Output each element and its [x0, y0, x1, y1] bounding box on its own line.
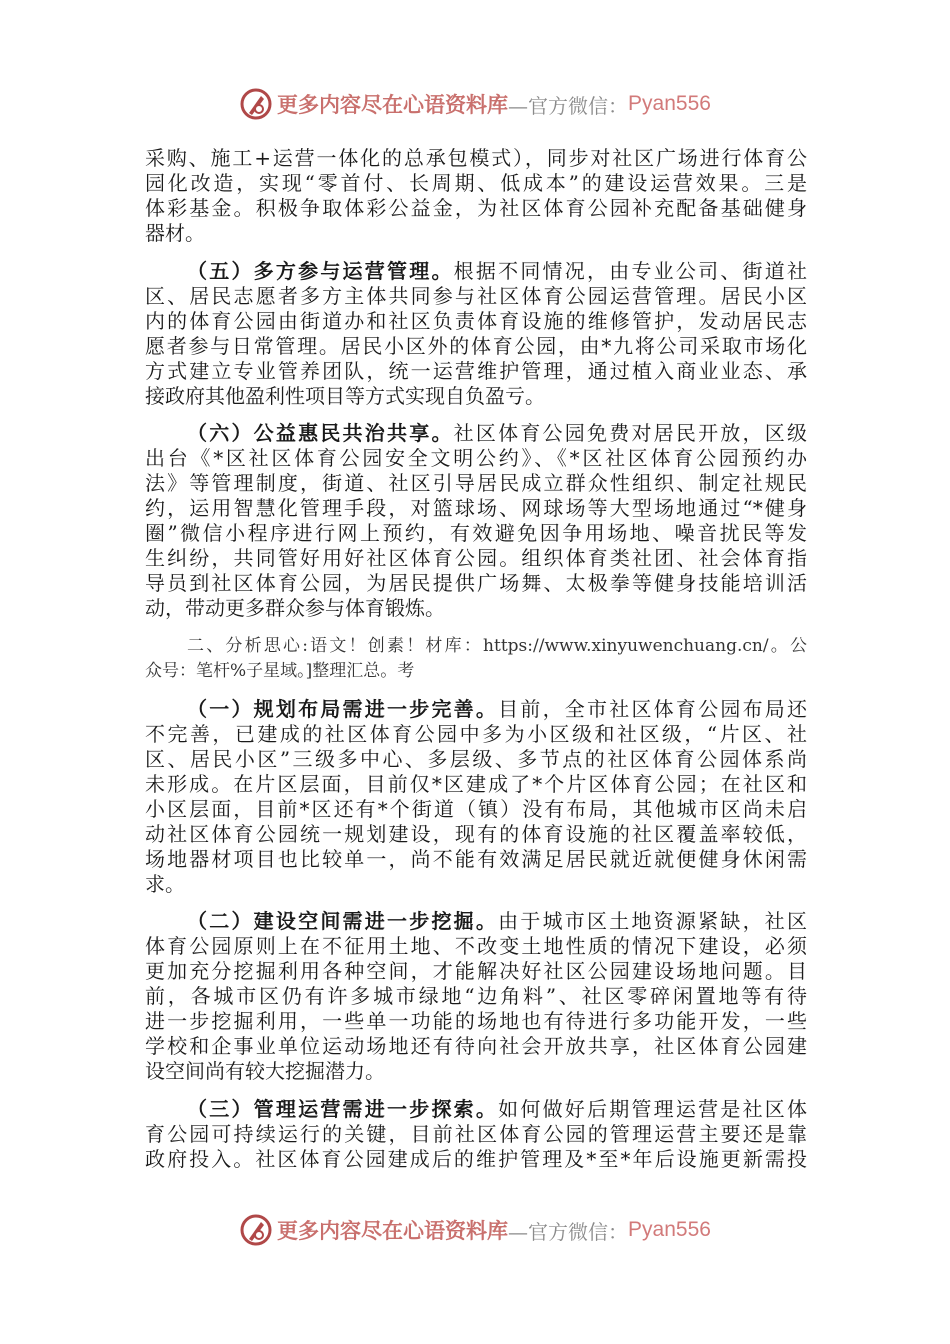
- text-line: [145, 659, 807, 684]
- text-line: [145, 221, 807, 246]
- text-line: [145, 521, 807, 546]
- line-text: 设空间尚有较大挖掘潜力。: [145, 1059, 385, 1083]
- text-line: [145, 284, 807, 309]
- text-line: [145, 772, 807, 797]
- line-text: 动社区体育公园统一规划建设，现有的体育设施的社区覆盖率较低，: [145, 822, 807, 846]
- banner-text: 更多内容尽在心语资料库: [277, 1218, 509, 1243]
- line-text: 生纠纷，共同管好用好社区体育公园。组织体育类社团、社会体育指: [145, 546, 807, 570]
- text-line: [145, 847, 807, 872]
- line-text: 未形成。在片区层面，目前仅*区建成了*个片区体育公园；在社区和: [145, 772, 807, 796]
- banner-separator: —官方微信：: [508, 93, 629, 118]
- line-text: 由于城市区土地资源紧缺，社区: [498, 909, 807, 933]
- text-line: [145, 697, 807, 722]
- text-line: [145, 596, 807, 621]
- line-text: 如何做好后期管理运营是社区体: [498, 1097, 807, 1121]
- section-heading: （一）规划布局需进一步完善。: [187, 697, 499, 721]
- text-line: [145, 722, 807, 747]
- line-text: 接政府其他盈利性项目等方式实现自负盈亏。: [145, 384, 545, 408]
- line-text: 体彩基金。积极争取体彩公益金，为社区体育公园补充配备基础健身: [145, 196, 807, 220]
- text-line: [145, 309, 807, 334]
- line-text: 根据不同情况，由专业公司、街道社: [453, 259, 807, 283]
- line-text: 法》等管理制度，街道、社区引导居民成立群众性组织、制定社规民: [145, 471, 807, 495]
- text-line: [145, 909, 807, 934]
- text-line: [145, 1059, 807, 1084]
- line-text: 学校和企事业单位运动场地还有待向社会开放共享，社区体育公园建: [145, 1034, 807, 1058]
- text-line: [145, 934, 807, 959]
- line-text: 导员到社区体育公园，为居民提供广场舞、太极拳等健身技能培训活: [145, 571, 807, 595]
- line-text: 区、居民志愿者多方主体共同参与社区体育公园运营管理。居民小区: [145, 284, 807, 308]
- text-line: [145, 822, 807, 847]
- line-text: 愿者参与日常管理。居民小区外的体育公园，由*九将公司采取市场化: [145, 334, 807, 358]
- paragraph: [145, 259, 807, 409]
- paragraph: [145, 697, 807, 897]
- line-text: 求。: [145, 872, 185, 896]
- section-heading: （六）公益惠民共治共享。: [187, 421, 454, 445]
- text-line: [145, 496, 807, 521]
- line-text: 社区体育公园免费对居民开放，区级: [453, 421, 807, 445]
- text-line: [145, 546, 807, 571]
- pen-logo-icon: [239, 1213, 273, 1247]
- text-line: [145, 1009, 807, 1034]
- text-line: [145, 959, 807, 984]
- text-line: [145, 634, 807, 659]
- line-text: 政府投入。社区体育公园建成后的维护管理及*至*年后设施更新需投: [145, 1147, 807, 1171]
- footer-banner: [0, 1210, 950, 1250]
- text-line: [145, 984, 807, 1009]
- text-line: [145, 471, 807, 496]
- section-heading: （三）管理运营需进一步探索。: [187, 1097, 499, 1121]
- line-text: 进一步挖掘利用，一些单一功能的场地也有待进行多功能开发，一些: [145, 1009, 807, 1033]
- text-line: [145, 359, 807, 384]
- line-text: 小区层面，目前*区还有*个街道（镇）没有布局，其他城市区尚未启: [145, 797, 807, 821]
- line-text: 前，各城市区仍有许多城市绿地“边角料”、社区零碎闲置地等有待: [145, 984, 807, 1008]
- paragraph: [145, 634, 807, 684]
- section-heading: （二）建设空间需进一步挖掘。: [187, 909, 499, 933]
- text-line: [145, 1034, 807, 1059]
- text-line: [145, 334, 807, 359]
- paragraph: [145, 146, 807, 246]
- section-heading: （五）多方参与运营管理。: [187, 259, 454, 283]
- text-line: [145, 1122, 807, 1147]
- paragraph: [145, 1097, 807, 1172]
- text-line: [145, 259, 807, 284]
- line-text: 更加充分挖掘利用各种空间，才能解决好社区公园建设场地问题。目: [145, 959, 807, 983]
- line-text: 动，带动更多群众参与体育锻炼。: [145, 596, 445, 620]
- banner-wechat-id: Pyan556: [628, 1218, 711, 1241]
- text-line: [145, 1097, 807, 1122]
- text-line: [145, 571, 807, 596]
- paragraph: [145, 421, 807, 621]
- line-text: 内的体育公园由街道办和社区负责体育设施的维修管护，发动居民志: [145, 309, 807, 333]
- paragraph: [145, 909, 807, 1084]
- text-line: [145, 797, 807, 822]
- text-line: [145, 146, 807, 171]
- text-line: [145, 747, 807, 772]
- line-text: 体育公园原则上在不征用土地、不改变土地性质的情况下建设，必须: [145, 934, 807, 958]
- line-text: 园化改造，实现“零首付、长周期、低成本”的建设运营效果。三是: [145, 171, 807, 195]
- line-text: 二、分析思心:语文！创素！材库：https://www.xinyuwenchuang.cn/。公: [187, 636, 807, 656]
- text-line: [145, 421, 807, 446]
- text-line: [145, 196, 807, 221]
- pen-logo-icon: [239, 87, 273, 121]
- text-line: [145, 1147, 807, 1172]
- line-text: 不完善，已建成的社区体育公园中多为小区级和社区级，“片区、社: [145, 722, 807, 746]
- line-text: 采购、施工+运营一体化的总承包模式），同步对社区广场进行体育公: [145, 146, 807, 170]
- line-text: 约，运用智慧化管理手段，对篮球场、网球场等大型场地通过“*健身: [145, 496, 807, 520]
- banner-separator: —官方微信：: [508, 1219, 629, 1244]
- banner-text: 更多内容尽在心语资料库: [277, 92, 509, 117]
- text-line: [145, 872, 807, 897]
- line-text: 方式建立专业管养团队，统一运营维护管理，通过植入商业业态、承: [145, 359, 807, 383]
- text-line: [145, 171, 807, 196]
- line-text: 育公园可持续运行的关键，目前社区体育公园的管理运营主要还是靠: [145, 1122, 807, 1146]
- line-text: 出台《*区社区体育公园安全文明公约》、《*区社区体育公园预约办: [145, 446, 807, 470]
- line-text: 圈”微信小程序进行网上预约，有效避免因争用场地、噪音扰民等发: [145, 521, 807, 545]
- text-line: [145, 446, 807, 471]
- line-text: 区、居民小区”三级多中心、多层级、多节点的社区体育公园体系尚: [145, 747, 807, 771]
- line-text: 目前，全市社区体育公园布局还: [498, 697, 807, 721]
- line-text: 场地器材项目也比较单一，尚不能有效满足居民就近就便健身休闲需: [145, 847, 807, 871]
- line-text: 众号：笔杆%子星域。]整理汇总。考: [145, 661, 415, 681]
- line-text: 器材。: [145, 221, 205, 245]
- header-banner: [0, 84, 950, 124]
- text-line: [145, 384, 807, 409]
- banner-wechat-id: Pyan556: [628, 92, 711, 115]
